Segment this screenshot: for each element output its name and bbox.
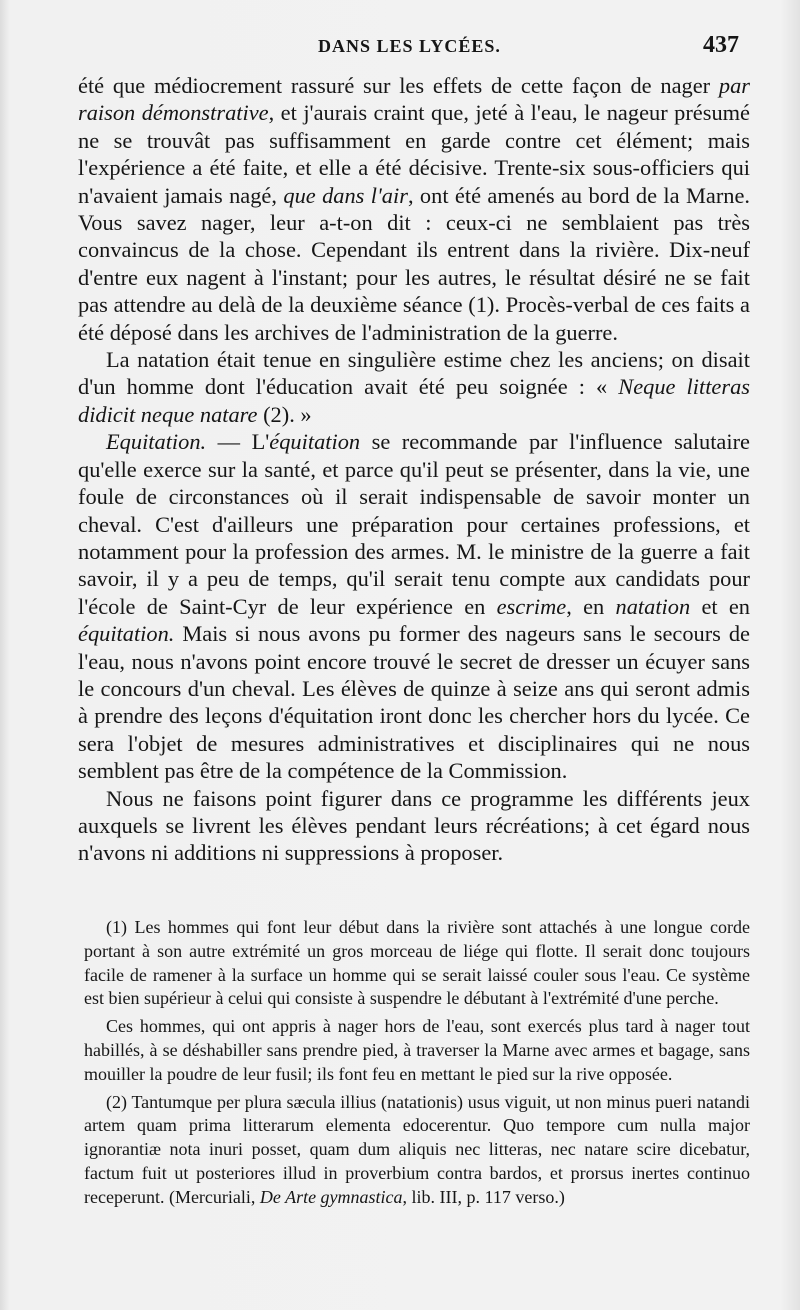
footnote-text: (1) Les hommes qui font leur début dans la rivière sont attachés à une longue corde portant à son autre extrémité un gros morceau de liége qui flotte. Il serait donc toujours facile de ramener à la surface un homme qui se serait laissé couler sous l'eau. Ce système est bien supérieur à celui qui consiste à suspendre le débutant à l'extrémité d'une perche. [84,917,750,1009]
italic-run: équitation. [78,621,175,647]
text-run: , ont été amenés au bord de la Marne. Vous savez nager, leur a-t-on dit : ceux-ci ne semblaient pas très convaincus de la chose. Cependant ils entrent dans la rivière. Dix-neuf d'entre eux nagent à l'instant; pour les autres, le résultat désiré ne se fait pas attendre au delà de la deuxième séance (1). Procès-verbal de ces faits a été déposé dans les archives de l'administration de la guerre. [78,182,751,345]
text-run: , en [566,593,616,619]
text-run: été que médiocrement rassuré sur les effets de cette façon de nager [78,73,719,98]
footnotes [84,916,750,1210]
text-run: — L' [206,429,270,455]
paragraph-equitation [78,428,750,784]
text-run: se recommande par l'influence salutaire qu'elle exerce sur la santé, et parce qu'il peut se présenter, dans la vie, une foule de circonstances où il serait indispensable de savoir monter un cheval. C'est d'ailleurs une préparation pour certaines professions, et notamment pour la profession des armes. M. le ministre de la guerre a fait savoir, il y a peu de temps, qu'il serait tenu compte aux candidats pour l'école de Saint-Cyr de leur expérience en [78,429,750,619]
running-head: DANS LES LYCÉES. [318,36,501,56]
italic-run: De Arte gymnastica [259,1186,403,1207]
section-heading: Equitation. [106,429,207,455]
italic-run: par raison démonstrative [78,73,750,126]
page-number: 437 [703,32,739,58]
footnote-text: , lib. III, p. 117 verso.) [402,1186,565,1207]
footnote-1-continued [84,1015,750,1086]
paragraph-swimming-experiment [78,72,750,346]
text-run: La natation était tenue en singulière estime chez les anciens; on disait d'un homme dont l'éducation avait été peu soignée : « [78,347,750,400]
italic-run: équitation [269,429,361,455]
footnote-text: Ces hommes, qui ont appris à nager hors de l'eau, sont exercés plus tard à nager tout habillés, à se déshabiller sans prendre pied, à traverser la Marne avec armes et bagage, sans mouiller la poudre de leur fusil; ils font feu en mettant le pied sur la rive opposée. [84,1016,750,1084]
footnote-text: (2) Tantumque per plura sæcula illius (natationis) usus viguit, ut non minus pueri natandi artem quam prima litterarum elementa edocerentur. Quo tempore cum nulla major ignorantiæ nota inuri posset, quam dum aliquis nec litteras, nec natare scire dicebatur, factum fuit ut posteriores illud in proverbium contra bardos, et prorsus inertes continuo receperunt. (Mercuriali, [84,1091,750,1207]
main-text [78,72,750,867]
italic-run: escrime [496,593,567,619]
text-run: Mais si nous avons pu former des nageurs sans le secours de l'eau, nous n'avons point encore trouvé le secret de dresser un écuyer sans le concours d'un cheval. Les élèves de quinze à seize ans qui seront admis à prendre des leçons d'équitation iront donc les chercher hors du lycée. Ce sera l'objet de mesures administratives et disciplinaires qui ne nous semblent pas être de la compétence de la Commission. [78,621,750,784]
paragraph-games [78,785,750,867]
italic-run: que dans l'air [283,182,408,208]
text-run: (2). » [257,401,312,427]
paragraph-swimming-ancients [78,346,750,428]
italic-run: natation [615,593,691,619]
footnote-2 [84,1091,750,1210]
text-run: et en [690,593,751,619]
italic-run: Neque litteras didicit neque natare [78,374,750,427]
page-header [0,32,800,66]
footnote-1 [84,916,750,1011]
text-run: , et j'aurais craint que, jeté à l'eau, le nageur présumé ne se trouvât pas suffisamment en garde contre cet élément; mais l'expérience a été faite, et elle a été décisive. Trente-six sous-officiers qui n'avaient jamais nagé, [78,100,750,208]
text-run: Nous ne faisons point figurer dans ce programme les différents jeux auxquels se livrent les élèves pendant leurs récréations; à cet égard nous n'avons ni additions ni suppressions à proposer. [78,785,750,866]
